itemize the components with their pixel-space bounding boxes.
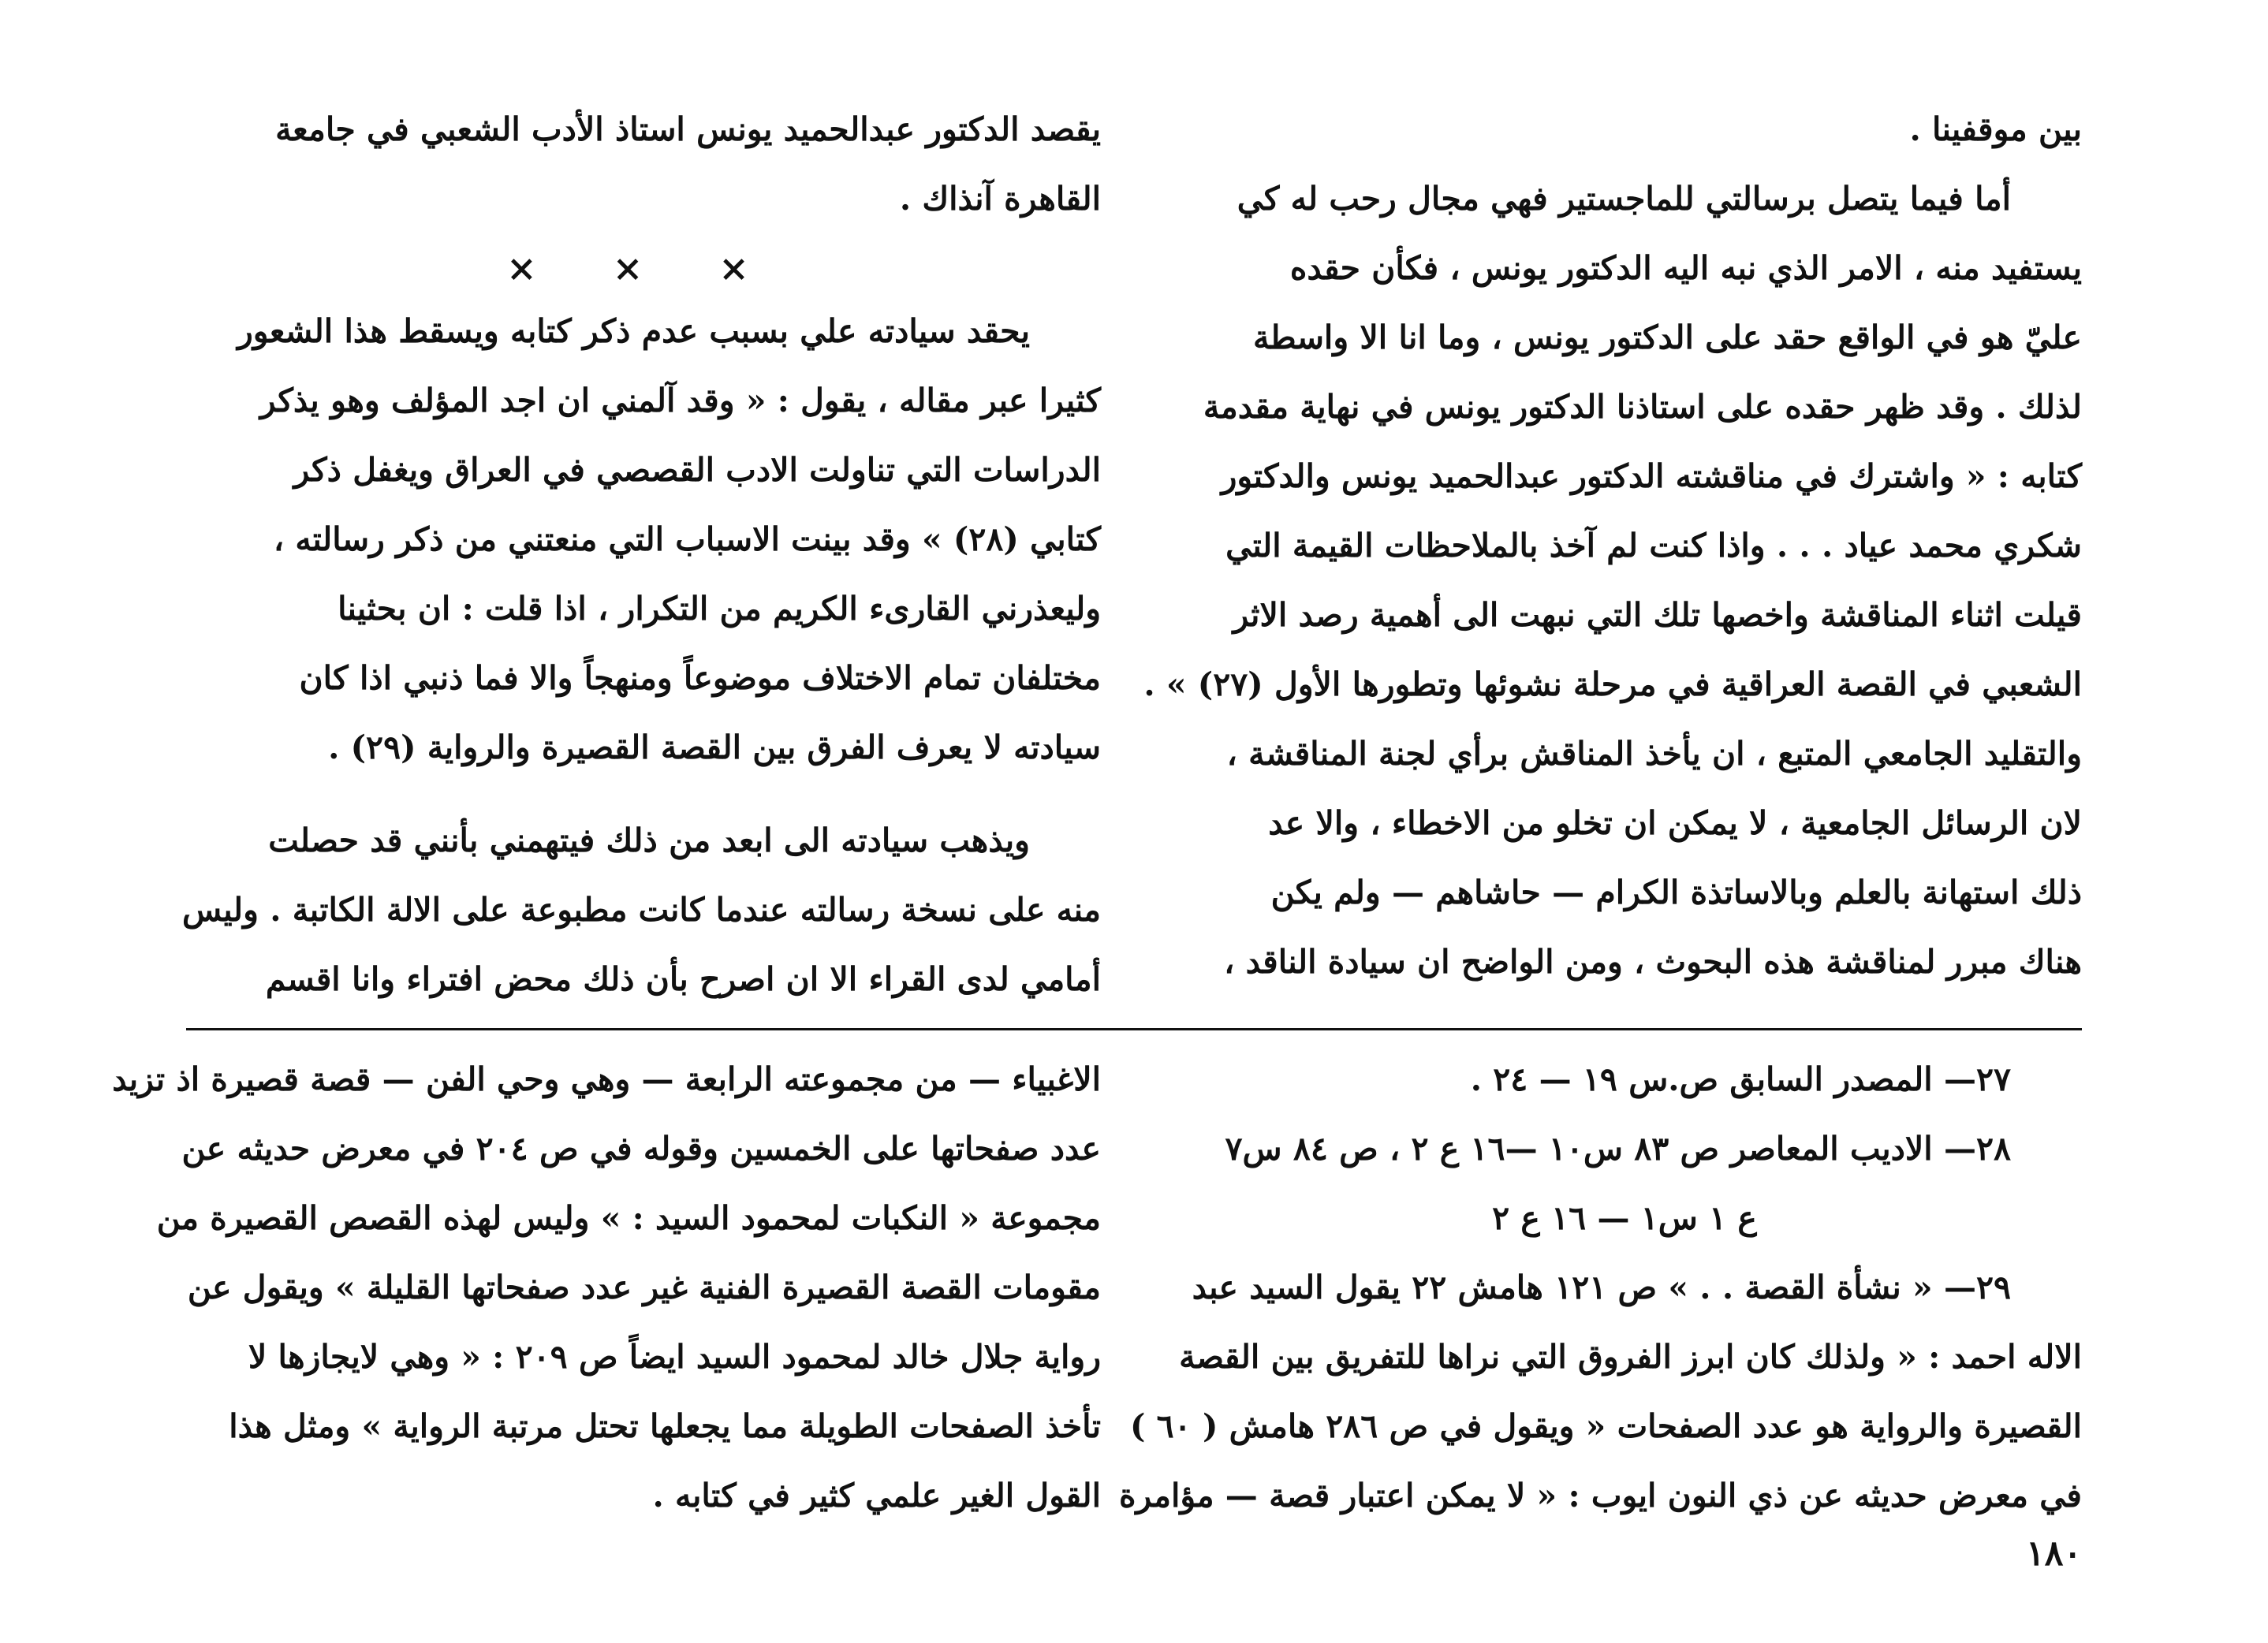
text-line: بين موقفينا . <box>1909 110 2082 148</box>
text-line: كتابه : « واشترك في مناقشته الدكتور عبدالحميد يونس والدكتور <box>1221 457 2082 495</box>
text-line: كتابي (٢٨) » وقد بينت الاسباب التي منعتني من ذكر رسالته ، <box>273 520 1101 558</box>
text-line: شكري محمد عياد . . . واذا كنت لم آخذ بالملاحظات القيمة التي <box>1225 527 2082 564</box>
left-column-body <box>182 95 1101 1014</box>
footnote-line: في معرض حديثه عن ذي النون ايوب : « لا يمكن اعتبار قصة — مؤامرة <box>1118 1477 2082 1514</box>
text-line: الشعبي في القصة العراقية في مرحلة نشوئها وتطورها الأول (٢٧) » . <box>1143 665 2082 703</box>
footnote-line: الاله احمد : « ولذلك كان ابرز الفروق التي نراها للتفريق بين القصة <box>1179 1338 2082 1376</box>
footnote-line: عدد صفحاتها على الخمسين وقوله في ص ٢٠٤ في معرض حديثه عن <box>181 1130 1101 1168</box>
text-line: ويذهب سيادته الى ابعد من ذلك فيتهمني بأنني قد حصلت <box>268 822 1030 859</box>
footnote-line: القصيرة والرواية هو عدد الصفحات « ويقول في ص ٢٨٦ هامش ( ٦٠ ) <box>1129 1407 2082 1445</box>
text-line: والتقليد الجامعي المتبع ، ان يأخذ المناقش برأي لجنة المناقشة ، <box>1226 735 2082 773</box>
text-line: أمامي لدى القراء الا ان اصرح بأن ذلك محض افتراء وانا اقسم <box>265 960 1101 998</box>
footnote-line: ٢٧— المصدر السابق ص.س ١٩ — ٢٤ . <box>1470 1060 2011 1098</box>
footnote-line: ٢٩— « نشأة القصة . . » ص ١٢١ هامش ٢٢ يقول السيد عبد <box>1192 1269 2011 1306</box>
text-line: يقصد الدكتور عبدالحميد يونس استاذ الأدب الشعبي في جامعة <box>275 110 1101 148</box>
footnote-line: رواية جلال خالد لمحمود السيد ايضاً ص ٢٠٩ : « وهي لايجازها لا <box>248 1338 1101 1376</box>
section-separator: × × × <box>506 247 781 289</box>
text-line: لان الرسائل الجامعية ، لا يمكن ان تخلو من الاخطاء ، والا عد <box>1268 804 2082 842</box>
footnote-line: القول الغير علمي كثير في كتابه . <box>652 1477 1101 1514</box>
footnote-continuation <box>112 1045 1101 1530</box>
text-line: يستفيد منه ، الامر الذي نبه اليه الدكتور يونس ، فكأن حقده <box>1289 249 2082 287</box>
footnote-divider <box>186 1028 2082 1030</box>
page-number: ١٨٠ <box>2026 1533 2082 1574</box>
text-line: قيلت اثناء المناقشة واخصها تلك التي نبهت الى أهمية رصد الاثر <box>1233 596 2082 634</box>
text-line: هناك مبرر لمناقشة هذه البحوث ، ومن الواضح ان سيادة الناقد ، <box>1224 943 2082 981</box>
footnote-line: مجموعة « النكبات لمحمود السيد : » وليس لهذه القصص القصيرة من <box>156 1199 1101 1237</box>
footnote-line: تأخذ الصفحات الطويلة مما يجعلها تحتل مرتبة الرواية » ومثل هذا <box>229 1407 1101 1445</box>
footnote-line: الاغبياء — من مجموعته الرابعة — وهي وحي الفن — قصة قصيرة اذ تزيد <box>112 1060 1101 1098</box>
text-line: يحقد سيادته علي بسبب عدم ذكر كتابه ويسقط هذا الشعور <box>237 312 1030 350</box>
text-line: لذلك . وقد ظهر حقده على استاذنا الدكتور يونس في نهاية مقدمة <box>1203 388 2082 426</box>
paragraph-gap <box>186 782 1101 806</box>
text-line: وليعذرني القارىء الكريم من التكرار ، اذا قلت : ان بحثينا <box>338 590 1101 628</box>
text-line: ذلك استهانة بالعلم وبالاساتذة الكرام — حاشاهم — ولم يكن <box>1270 874 2082 911</box>
text-line: منه على نسخة رسالته عندما كانت مطبوعة على الالة الكاتبة . وليس <box>182 891 1101 929</box>
text-line: سيادته لا يعرف الفرق بين القصة القصيرة والرواية (٢٩) . <box>328 728 1101 766</box>
footnote-line: مقومات القصة القصيرة الفنية غير عدد صفحاتها القليلة » ويقول عن <box>187 1269 1101 1306</box>
text-line: مختلفان تمام الاختلاف موضوعاً ومنهجاً والا فما ذنبي اذا كان <box>299 659 1101 697</box>
footnotes <box>1118 1045 2082 1530</box>
right-column-body <box>1143 95 2082 997</box>
text-line: أما فيما يتصل برسالتي للماجستير فهي مجال رحب له كي <box>1237 180 2011 218</box>
text-line: كثيرا عبر مقاله ، يقول : « وقد آلمني ان اجد المؤلف وهو يذكر <box>259 382 1101 419</box>
text-line: الدراسات التي تناولت الادب القصصي في العراق ويغفل ذكر <box>293 451 1101 489</box>
text-line: القاهرة آنذاك . <box>899 180 1101 218</box>
text-line: عليّ هو في الواقع حقد على الدكتور يونس ، وما انا الا واسطة <box>1252 319 2082 356</box>
footnote-line: ٢٨— الاديب المعاصر ص ٨٣ س١٠ —١٦ ع ٢ ، ص ٨٤ س٧ <box>1225 1130 2011 1168</box>
footnote-line: ع ١ س١ — ١٦ ع ٢ <box>1492 1199 1757 1237</box>
